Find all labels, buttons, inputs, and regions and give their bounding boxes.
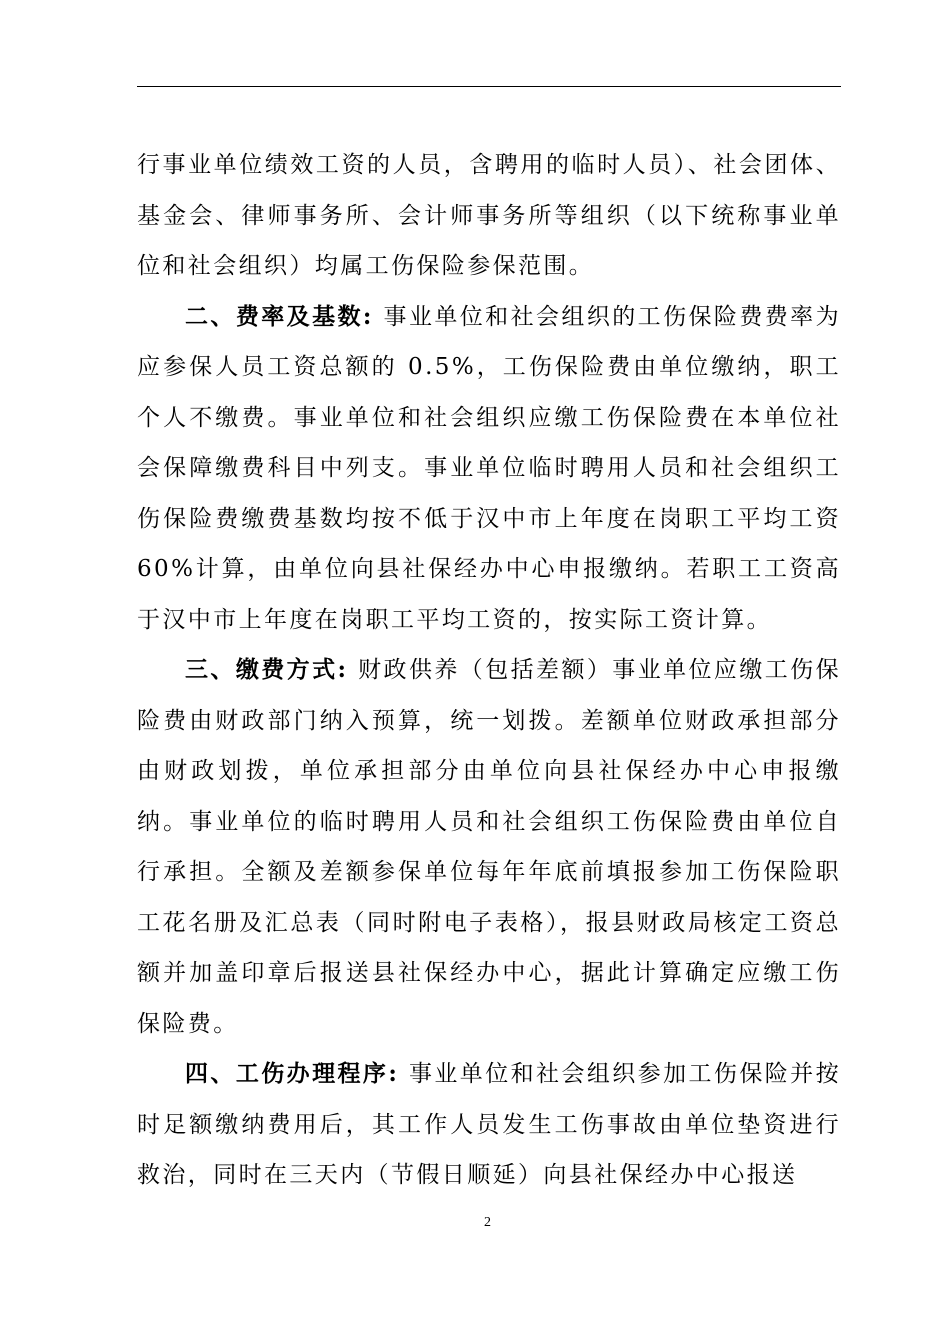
paragraph-text: 财政供养（包括差额）事业单位应缴工伤保险费由财政部门纳入预算，统一划拨。差额单位财政承担部分由财政划拨，单位承担部分由单位向县社保经办中心申报缴纳。事业单位的临时聘用人员和社会组织工伤保险费由单位自行承担。全额及差额参保单位每年年底前填报参加工伤保险职工花名册及汇总表（同时附电子表格），报县财政局核定工资总额并加盖印章后报送县社保经办中心，据此计算确定应缴工伤保险费。 xyxy=(137,657,841,1037)
paragraph-scope-continuation xyxy=(137,140,841,292)
paragraph-text: 事业单位和社会组织的工伤保险费费率为应参保人员工资总额的 0.5%，工伤保险费由单位缴纳，职工个人不缴费。事业单位和社会组织应缴工伤保险费在本单位社会保障缴费科目中列支。事业单位临时聘用人员和社会组织工伤保险费缴费基数均按不低于汉中市上年度在岗职工平均工资 60%计算，由单位向县社保经办中心申报缴纳。若职工工资高于汉中市上年度在岗职工平均工资的，按实际工资计算。 xyxy=(137,303,841,633)
section-heading-procedure: 四、工伤办理程序: xyxy=(185,1060,400,1087)
page-number: 2 xyxy=(484,1215,491,1230)
paragraph-payment-method xyxy=(137,645,841,1049)
header-rule xyxy=(137,86,841,87)
paragraph-text: 事业单位和社会组织参加工伤保险并按时足额缴纳费用后，其工作人员发生工伤事故由单位垫资进行救治，同时在三天内（节假日顺延）向县社保经办中心报送 xyxy=(137,1061,841,1188)
paragraph-text: 行事业单位绩效工资的人员，含聘用的临时人员）、社会团体、基金会、律师事务所、会计师事务所等组织（以下统称事业单位和社会组织）均属工伤保险参保范围。 xyxy=(137,152,841,279)
paragraph-rates-and-base xyxy=(137,292,841,646)
document-body xyxy=(137,140,841,1201)
section-heading-rates: 二、费率及基数: xyxy=(185,302,374,330)
paragraph-injury-procedure xyxy=(137,1049,841,1201)
section-heading-payment: 三、缴费方式: xyxy=(185,656,349,683)
